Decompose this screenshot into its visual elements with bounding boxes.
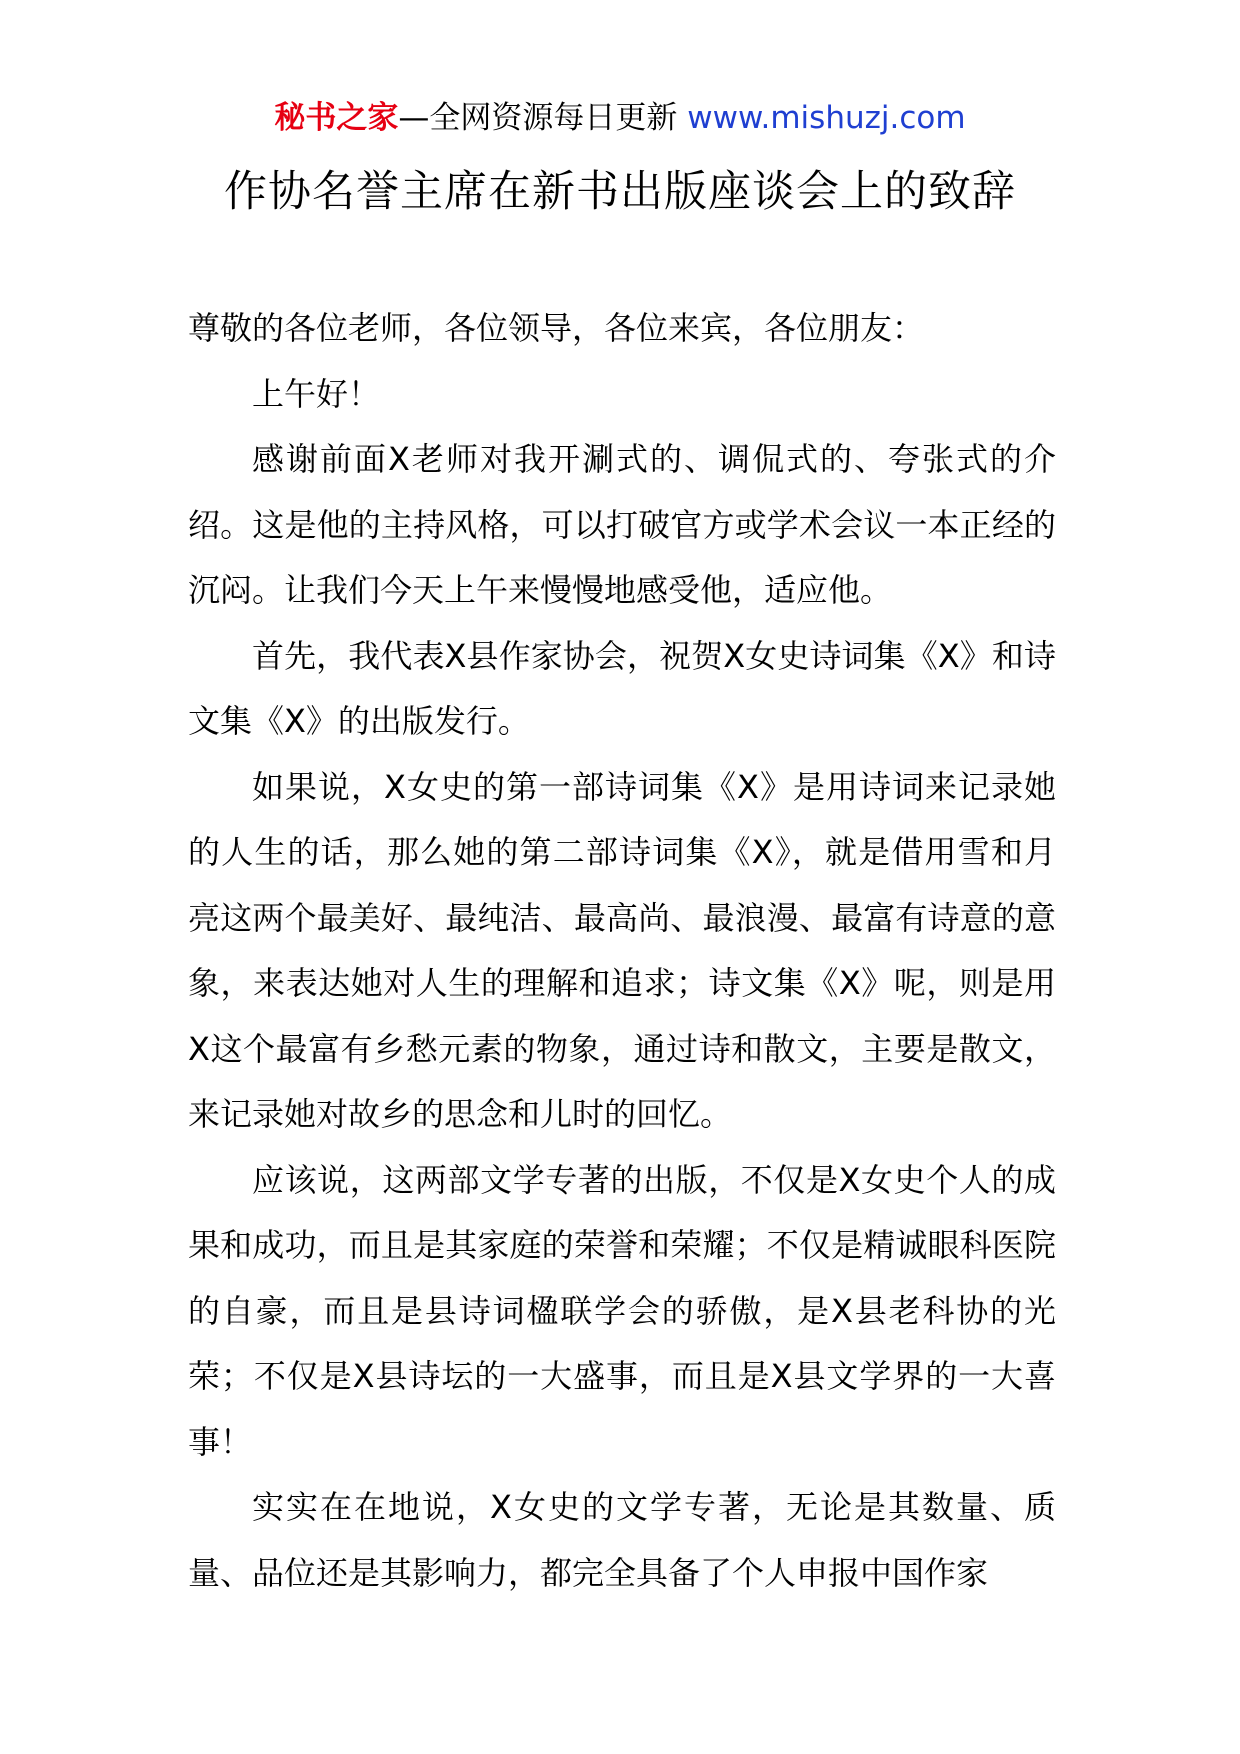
body-paragraph: 如果说，X女史的第一部诗词集《X》是用诗词来记录她的人生的话，那么她的第二部诗词集《X》，就是借用雪和月亮这两个最美好、最纯洁、最高尚、最浪漫、最富有诗意的意象，来表达她对人生的理解和追求；诗文集《X》呢，则是用X这个最富有乡愁元素的物象，通过诗和散文，主要是散文，来记录她对故乡的思念和儿时的回忆。	[188, 767, 1056, 1133]
body-paragraph: 首先，我代表X县作家协会，祝贺X女史诗词集《X》和诗文集《X》的出版发行。	[188, 636, 1056, 740]
site-url-link[interactable]: www.mishuzj.com	[687, 100, 966, 136]
header-tagline: —全网资源每日更新	[398, 100, 678, 136]
body-paragraph: 感谢前面X老师对我开涮式的、调侃式的、夸张式的介绍。这是他的主持风格，可以打破官方或学术会议一本正经的沉闷。让我们今天上午来慢慢地感受他，适应他。	[188, 440, 1056, 609]
site-header	[0, 98, 1240, 138]
body-paragraph: 应该说，这两部文学专著的出版，不仅是X女史个人的成果和成功，而且是其家庭的荣誉和荣耀；不仅是精诚眼科医院的自豪，而且是县诗词楹联学会的骄傲，是X县老科协的光荣；不仅是X县诗坛的一大盛事，而且是X县文学界的一大喜事！	[188, 1160, 1056, 1461]
document-title: 作协名誉主席在新书出版座谈会上的致辞	[224, 167, 1016, 217]
body-paragraph: 实实在在地说，X女史的文学专著，无论是其数量、质量、品位还是其影响力，都完全具备了个人申报中国作家	[188, 1488, 1056, 1592]
salutation-paragraph: 尊敬的各位老师，各位领导，各位来宾，各位朋友：	[188, 309, 925, 347]
brand-name: 秘书之家	[274, 100, 399, 136]
greeting-paragraph: 上午好！	[252, 374, 381, 413]
document-body	[188, 296, 1056, 1606]
